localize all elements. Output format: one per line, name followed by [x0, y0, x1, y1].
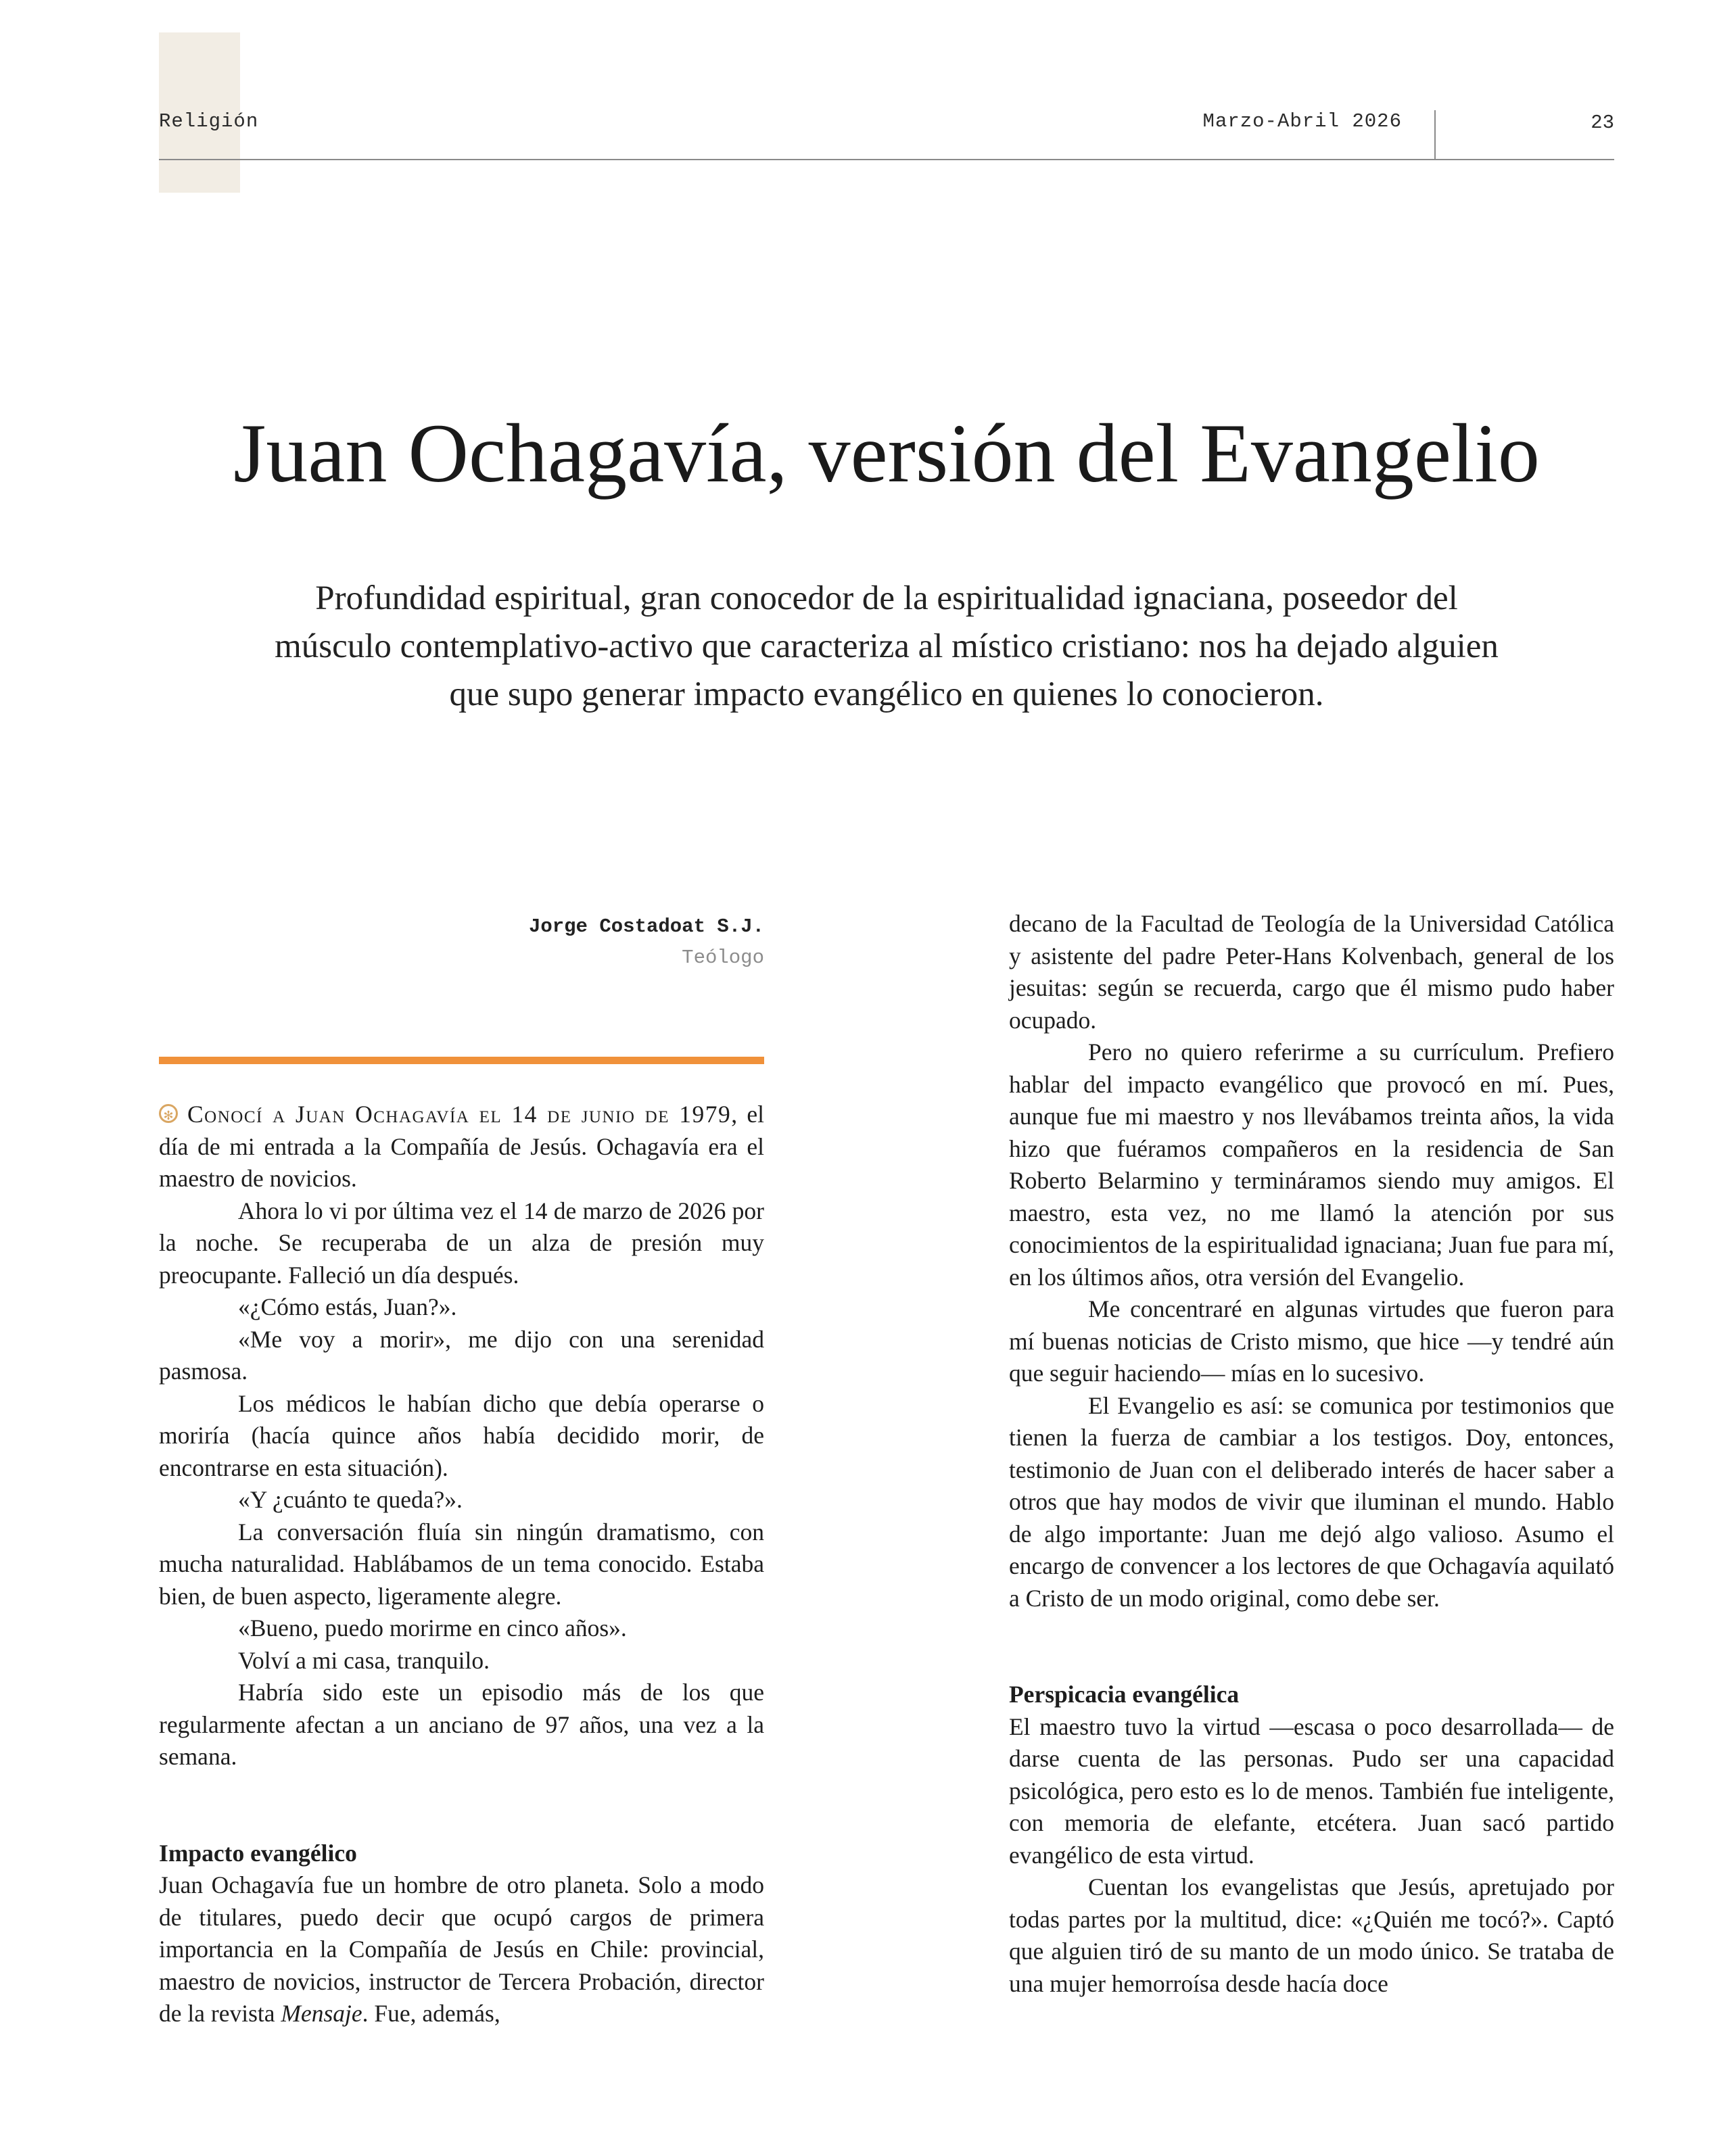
- subheading-impacto: Impacto evangélico: [159, 1839, 357, 1867]
- body-paragraph: Me concentraré en algunas virtudes que fueron para mí buenas noticias de Cristo mismo, que hice —y tendré aún que seguir haciendo— mías en lo sucesivo.: [1009, 1295, 1614, 1387]
- opening-smallcaps: Conocí a Juan Ochagavía el 14 de junio de 1979,: [187, 1101, 738, 1128]
- magazine-name: Mensaje: [281, 2000, 362, 2027]
- accent-rule: [159, 1057, 764, 1064]
- issue-date: Marzo-Abril 2026: [1202, 110, 1402, 133]
- opening-text: el día de mi entrada a la Compañía de Jesús. Ochagavía era el maestro de novicios.: [159, 1101, 764, 1192]
- body-column-right: [1009, 908, 1614, 2000]
- body-paragraph: Pero no quiero referirme a su currículum. Prefiero hablar del impacto evangélico que provocó en mí. Pues, aunque fue mi maestro y nos llevábamos treinta años, la vida hizo que fuéramos compañeros en la residencia de San Roberto Belarmino y termináramos siendo muy amigos. El maestro, esta vez, no me llamó la atención por sus conocimientos de la espiritualidad ignaciana; Juan fue para mí, en los últimos años, otra versión del Evangelio.: [1009, 1038, 1614, 1291]
- body-paragraph: Ahora lo vi por última vez el 14 de marzo de 2026 por la noche. Se recuperaba de un alza de presión muy preocupante. Falleció un día después.: [159, 1197, 764, 1289]
- byline: [159, 911, 764, 974]
- body-paragraph: Cuentan los evangelistas que Jesús, apretujado por todas partes por la multitud, dice: «¿Quién me tocó?». Captó que alguien tiró de su manto de un modo único. Se trataba de una mujer hemorroísa desde hacía doce: [1009, 1873, 1614, 1997]
- header-rule: [159, 159, 1614, 160]
- section-label: Religión: [159, 110, 259, 133]
- body-paragraph: «Y ¿cuánto te queda?».: [238, 1486, 463, 1513]
- body-paragraph: Juan Ochagavía fue un hombre de otro planeta. Solo a modo de titulares, puedo decir que ocupó cargos de primera importancia en la Compañía de Jesús en Chile: provincial, maestro de novicios, instructor de Tercera Probación, director de la revista Mensaje. Fue, además,: [159, 1871, 764, 2027]
- author-name: Jorge Costadoat S.J.: [528, 915, 764, 938]
- body-column-left: [159, 1099, 764, 2030]
- body-paragraph: El Evangelio es así: se comunica por testimonios que tienen la fuerza de cambiar a los testigos. Doy, entonces, testimonio de Juan con el deliberado interés de hacer saber a otros que hay modos de vivir que iluminan el mundo. Hablo de algo importante: Juan me dejó algo valioso. Asumo el encargo de convencer a los lectores de que Ochagavía aquilató a Cristo de un modo original, como debe ser.: [1009, 1391, 1614, 1612]
- body-paragraph: Volví a mi casa, tranquilo.: [238, 1646, 490, 1674]
- opening-paragraph: [159, 1099, 764, 1195]
- header-divider: [1434, 110, 1436, 160]
- body-paragraph: «Bueno, puedo morirme en cinco años».: [238, 1614, 627, 1642]
- body-paragraph: Los médicos le habían dicho que debía operarse o moriría (hacía quince años había decidido morir, de encontrarse en esta situación).: [159, 1389, 764, 1481]
- author-role: Teólogo: [682, 947, 764, 969]
- page-number: 23: [1591, 112, 1614, 134]
- body-paragraph: «Me voy a morir», me dijo con una serenidad pasmosa.: [159, 1325, 764, 1385]
- body-paragraph: decano de la Facultad de Teología de la Universidad Católica y asistente del padre Peter-Hans Kolvenbach, general de los jesuitas: según se recuerda, cargo que él mismo pudo haber ocupado.: [1009, 910, 1614, 1034]
- ornament-rosette-icon: ✻: [159, 1104, 178, 1123]
- body-paragraph: «¿Cómo estás, Juan?».: [238, 1293, 457, 1320]
- article-lead: Profundidad espiritual, gran conocedor de la espiritualidad ignaciana, poseedor del músculo contemplativo-activo que caracteriza al místico cristiano: nos ha dejado alguien que supo generar impacto evangélico en quienes lo conocieron.: [275, 579, 1499, 713]
- body-paragraph: El maestro tuvo la virtud —escasa o poco desarrollada— de darse cuenta de las personas. Pudo ser una capacidad psicológica, pero esto es lo de menos. También fue inteligente, con memoria de elefante, etcétera. Juan sacó partido evangélico de esta virtud.: [1009, 1712, 1614, 1869]
- subheading-perspicacia: Perspicacia evangélica: [1009, 1681, 1240, 1708]
- article-title: Juan Ochagavía, versión del Evangelio: [233, 407, 1540, 500]
- body-paragraph: Habría sido este un episodio más de los que regularmente afectan a un anciano de 97 años, una vez a la semana.: [159, 1679, 764, 1770]
- body-paragraph: La conversación fluía sin ningún dramatismo, con mucha naturalidad. Hablábamos de un tema conocido. Estaba bien, de buen aspecto, ligeramente alegre.: [159, 1518, 764, 1610]
